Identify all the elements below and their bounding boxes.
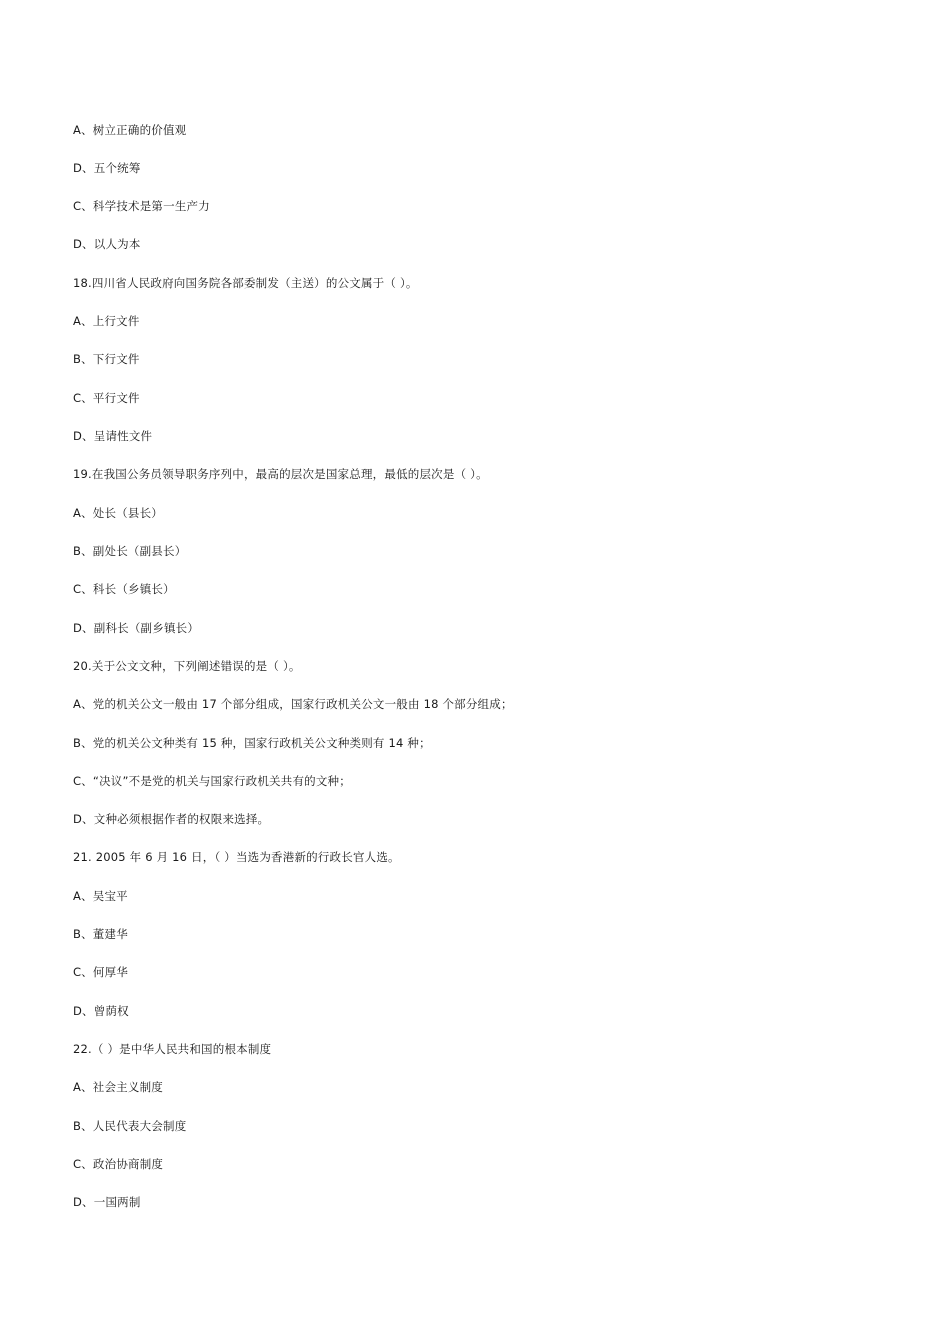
question-18-text: 18.四川省人民政府向国务院各部委制发（主送）的公文属于（ ）。 [73, 276, 418, 290]
option-b-text: B、副处长（副县长） [73, 544, 187, 558]
option-c-text: C、何厚华 [73, 965, 129, 979]
option-c-text: C、政治协商制度 [73, 1157, 164, 1171]
question-20-text: 20.关于公文文种，下列阐述错误的是（ ）。 [73, 659, 301, 673]
option-a-text: A、树立正确的价值观 [73, 123, 187, 137]
option-d-text: D、文种必须根据作者的权限来选择。 [73, 812, 270, 826]
option-c-text: C、平行文件 [73, 391, 140, 405]
question-22-text: 22.（ ）是中华人民共和国的根本制度 [73, 1042, 272, 1056]
option-d-text: D、五个统筹 [73, 161, 141, 175]
option-d-text: D、曾荫权 [73, 1004, 129, 1018]
option-a-text: A、上行文件 [73, 314, 140, 328]
option-a-text: A、党的机关公文一般由 17 个部分组成，国家行政机关公文一般由 18 个部分组成； [73, 697, 513, 711]
option-a-text: A、处长（县长） [73, 506, 163, 520]
option-b-text: B、人民代表大会制度 [73, 1119, 187, 1133]
question-19-text: 19.在我国公务员领导职务序列中，最高的层次是国家总理，最低的层次是（ ）。 [73, 467, 488, 481]
option-d-text: D、呈请性文件 [73, 429, 153, 443]
option-d-text: D、副科长（副乡镇长） [73, 621, 200, 635]
option-c-text: C、科学技术是第一生产力 [73, 199, 210, 213]
option-b-text: B、董建华 [73, 927, 128, 941]
option-a-text: A、社会主义制度 [73, 1080, 163, 1094]
option-a-text: A、吴宝平 [73, 889, 128, 903]
option-d-text: D、一国两制 [73, 1195, 141, 1209]
option-c-text: C、“决议”不是党的机关与国家行政机关共有的文种； [73, 774, 351, 788]
option-b-text: B、党的机关公文种类有 15 种，国家行政机关公文种类则有 14 种； [73, 736, 431, 750]
option-b-text: B、下行文件 [73, 352, 140, 366]
option-d-text: D、以人为本 [73, 237, 141, 251]
question-21-text: 21. 2005 年 6 月 16 日，（ ）当选为香港新的行政长官人选。 [73, 850, 400, 864]
option-c-text: C、科长（乡镇长） [73, 582, 175, 596]
